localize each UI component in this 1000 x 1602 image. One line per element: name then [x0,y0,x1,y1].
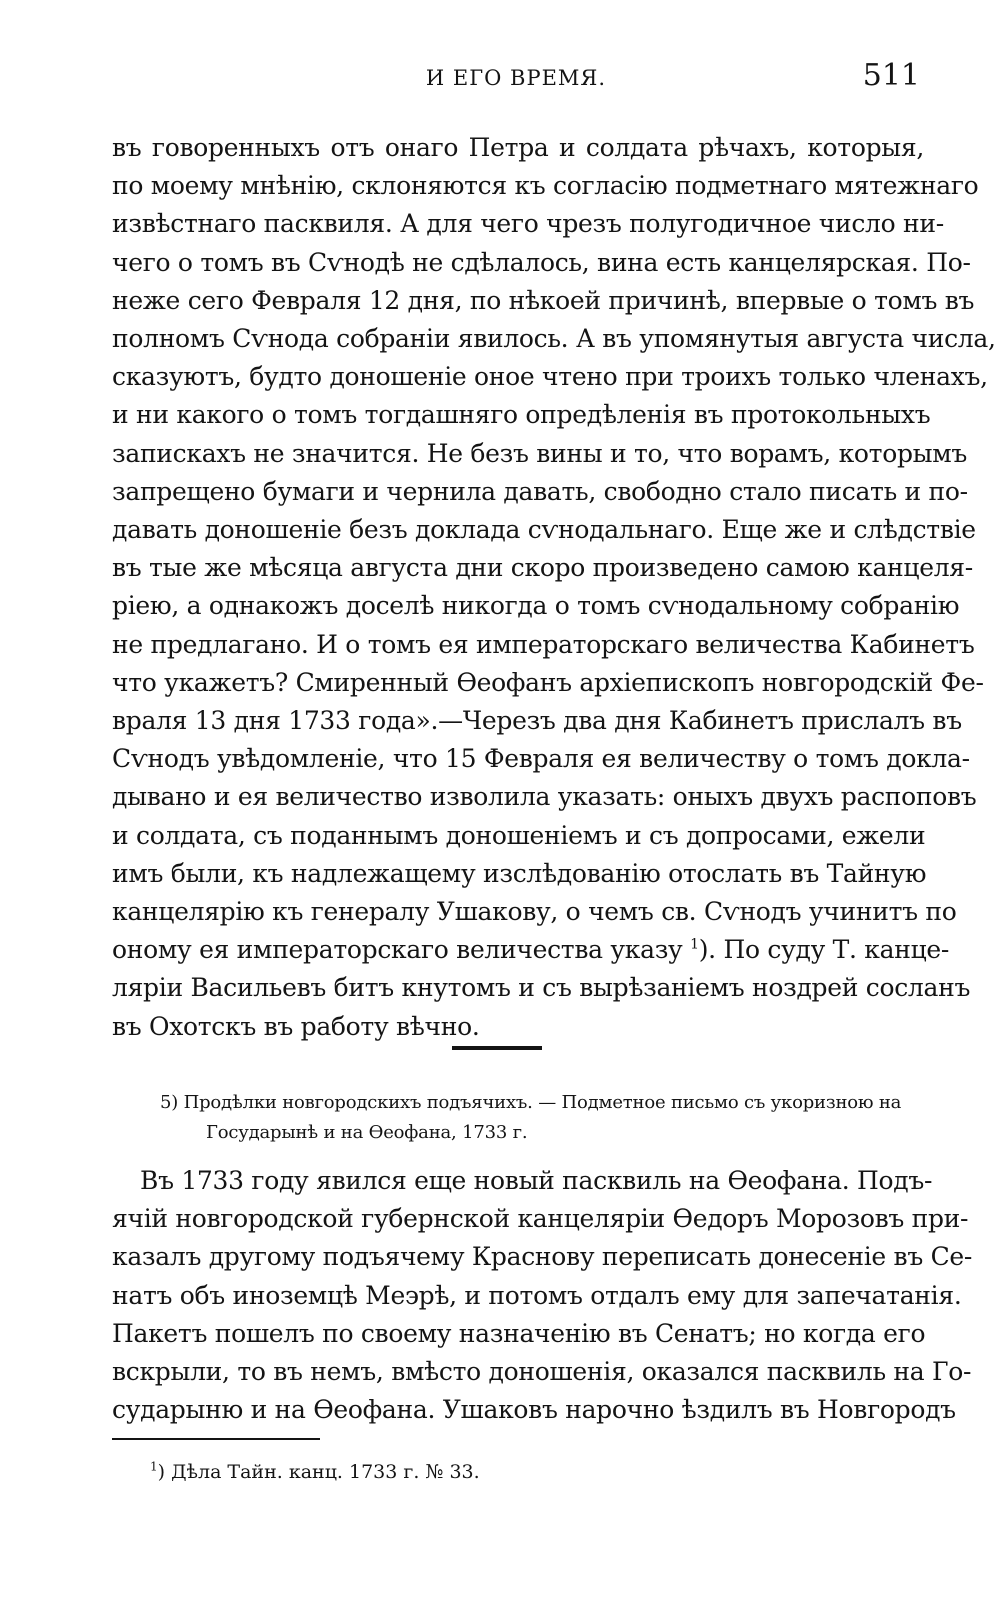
text-line: чего о томъ въ Сѵнодѣ не сдѣлалось, вина есть канцелярская. По- [112,247,971,277]
running-head [112,58,920,98]
text-line-with-footnote-ref [112,931,950,969]
text-line: неже сего Февраля 12 дня, по нѣкоей причинѣ, впервые о томъ въ [112,285,975,315]
body-paragraph-1 [112,129,996,1046]
text-line: и солдата, съ поданнымъ доношеніемъ и съ допросами, ежели [112,820,926,850]
text-line: и ни какого о томъ тогдашняго опредѣленія въ протокольныхъ [112,400,931,430]
text-line: дывано и ея величество изволила указать: оныхъ двухъ распоповъ [112,782,977,812]
text-line: казалъ другому подъячему Краснову переписать донесеніе въ Се- [112,1242,973,1272]
text-line: въ тые же мѣсяца августа дни скоро произведено самою канцеля- [112,553,973,583]
text-line: сударыню и на Ѳеофана. Ушаковъ нарочно ѣздилъ въ Новгородъ [112,1395,956,1425]
text-line: Сѵнодъ увѣдомленіе, что 15 Февраля ея величеству о томъ докла- [112,744,970,774]
footnote-divider [112,1438,320,1440]
text-line: натъ объ иноземцѣ Меэрѣ, и потомъ отдалъ ему для запечатанія. [112,1280,962,1310]
text-line: ляріи Васильевъ битъ кнутомъ и съ вырѣзаніемъ ноздрей сосланъ [112,973,971,1003]
text-line: запрещено бумаги и чернила давать, свободно стало писать и по- [112,476,968,506]
text-line: враля 13 дня 1733 года».—Черезъ два дня Кабинетъ прислалъ въ [112,706,962,736]
text-line: Въ 1733 году явился еще новый пасквиль на Ѳеофана. Подъ- [140,1166,933,1195]
section-heading [160,1088,902,1148]
text-line: ячій новгородской губернской канцеляріи Ѳедоръ Морозовъ при- [112,1204,969,1234]
text-line: полномъ Сѵнода собраніи явилось. А въ упомянутыя августа числа, [112,324,996,354]
footnote-marker: 1 [150,1459,158,1474]
text-line: канцелярію къ генералу Ушакову, о чемъ св. Сѵнодъ учинитъ по [112,897,957,927]
text-line: запискахъ не значится. Не безъ вины и то, что ворамъ, которымъ [112,438,967,468]
footnote-text: ) Дѣла Тайн. канц. 1733 г. № 33. [157,1461,480,1483]
text-line: извѣстнаго пасквиля. А для чего чрезъ полугодичное число ни- [112,209,944,239]
running-title: И ЕГО ВРЕМЯ. [425,66,607,90]
text-line: вскрыли, то въ немъ, вмѣсто доношенія, оказался пасквиль на Го- [112,1357,972,1387]
text-segment: ). По суду Т. канце- [698,935,950,965]
text-line: въ говоренныхъ отъ онаго Петра и солдата рѣчахъ, которыя, [112,133,924,162]
text-line: Пакетъ пошелъ по своему назначенію въ Сенатъ; но когда его [112,1318,926,1348]
text-line: въ Охотскъ въ работу вѣчно. [112,1011,480,1041]
text-line: по моему мнѣнію, склоняются къ согласію подметнаго мятежнаго [112,171,979,201]
text-line: давать доношеніе безъ доклада сѵнодальнаго. Еще же и слѣдствіе [112,515,976,545]
body-paragraph-2 [112,1162,973,1429]
text-line: что укажетъ? Смиренный Ѳеофанъ архіепископъ новгородскій Фе- [112,667,984,697]
text-line: ріею, а однакожъ доселѣ никогда о томъ сѵнодальному собранію [112,591,960,621]
section-divider [452,1046,542,1050]
page-number: 511 [862,58,920,93]
text-line: имъ были, къ надлежащему изслѣдованію отослать въ Тайную [112,858,927,888]
section-heading-line: 5) Продѣлки новгородскихъ подъячихъ. — Подметное письмо съ укоризною на [160,1092,902,1113]
footnote-reference[interactable]: 1 [690,936,699,953]
text-segment: оному ея императорскаго величества указу [112,935,683,965]
footnote [150,1461,480,1483]
text-line: не предлагано. И о томъ ея императорскаго величества Кабинетъ [112,629,975,659]
text-line: сказуютъ, будто доношеніе оное чтено при троихъ только членахъ, [112,362,988,392]
section-heading-line: Государынѣ и на Ѳеофана, 1733 г. [206,1122,528,1143]
